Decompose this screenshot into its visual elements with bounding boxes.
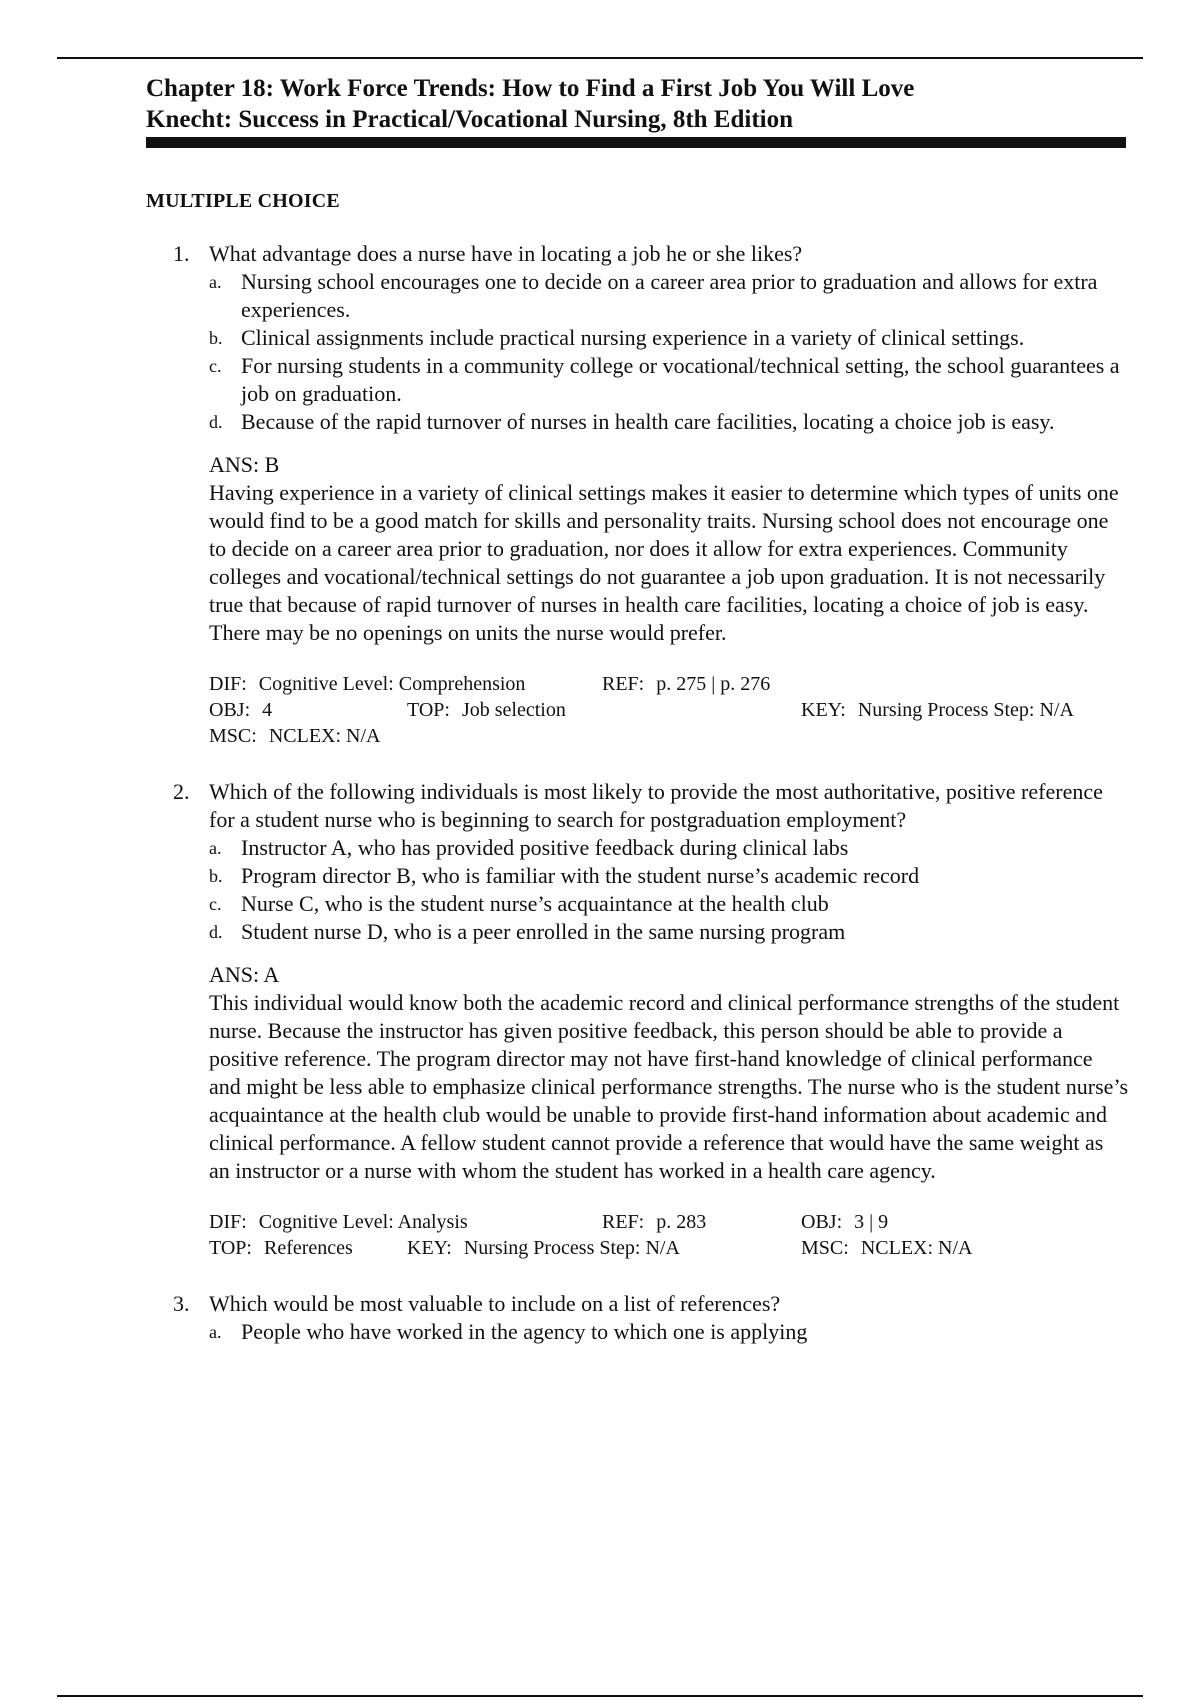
- option-text: People who have worked in the agency to which one is applying: [241, 1319, 808, 1344]
- key-label: KEY:: [407, 1237, 452, 1259]
- answer-options: [209, 834, 1126, 946]
- top-field: [209, 1235, 353, 1261]
- metadata-row: [209, 1209, 1126, 1235]
- option-text: Program director B, who is familiar with the student nurse’s academic record: [241, 863, 920, 888]
- obj-field: [209, 697, 272, 723]
- msc-value: NCLEX: N/A: [860, 1237, 973, 1259]
- top-label: TOP:: [209, 1237, 252, 1259]
- ref-value: p. 283: [656, 1211, 707, 1233]
- key-label: KEY:: [801, 699, 846, 721]
- question-number: 3.: [173, 1291, 190, 1316]
- option-a: [209, 1318, 1126, 1346]
- page-bottom-rule: [57, 1695, 1143, 1697]
- answer-key: ANS: B: [209, 452, 280, 477]
- title-underline-bar: [146, 137, 1126, 148]
- answer-rationale: This individual would know both the academic record and clinical performance strengths of the student nurse. Because the instructor has given positive feedback, this person should be able to provide a positive reference. The program director may not have first-hand knowledge of clinical performance and might be less able to emphasize clinical performance strengths. The nurse who is the student nurse’s acquaintance at the health club would be unable to provide first-hand information about academic and clinical performance. A fellow student cannot provide a reference that would have the same weight as an instructor or a nurse with whom the student has worked in a health care agency.: [209, 990, 1129, 1183]
- obj-label: OBJ:: [801, 1211, 843, 1233]
- option-d: [209, 408, 1126, 436]
- metadata-row: [209, 1235, 1126, 1261]
- ref-label: REF:: [602, 673, 645, 695]
- answer-options: [209, 1318, 1126, 1346]
- question-2: [146, 778, 1129, 1261]
- metadata-row: [209, 697, 1126, 723]
- dif-label: DIF:: [209, 1211, 247, 1233]
- question-metadata: [209, 1209, 1126, 1261]
- dif-value: Cognitive Level: Comprehension: [258, 673, 526, 695]
- dif-label: DIF:: [209, 673, 247, 695]
- option-a: [209, 834, 1126, 862]
- metadata-row: [209, 723, 1126, 749]
- question-metadata: [209, 671, 1126, 749]
- ref-label: REF:: [602, 1211, 645, 1233]
- option-a: [209, 268, 1126, 324]
- question-stem: Which would be most valuable to include on a list of references?: [209, 1291, 781, 1316]
- option-text: Because of the rapid turnover of nurses in health care facilities, locating a choice job is easy.: [241, 409, 1055, 434]
- msc-label: MSC:: [209, 725, 257, 747]
- key-field: [801, 697, 1074, 723]
- option-label: a.: [209, 1322, 222, 1342]
- key-value: Nursing Process Step: N/A: [463, 1237, 680, 1259]
- answer-options: [209, 268, 1126, 436]
- option-label: a.: [209, 272, 222, 292]
- top-label: TOP:: [407, 699, 450, 721]
- dif-field: [209, 1209, 468, 1235]
- top-field: [407, 697, 566, 723]
- question-stem: What advantage does a nurse have in locating a job he or she likes?: [209, 241, 803, 266]
- option-c: [209, 890, 1126, 918]
- document-header: [146, 73, 1126, 148]
- page-top-rule: [57, 57, 1143, 59]
- option-text: Nursing school encourages one to decide on a career area prior to graduation and allows for extra experiences.: [241, 269, 1098, 322]
- key-value: Nursing Process Step: N/A: [857, 699, 1074, 721]
- metadata-row: [209, 671, 1126, 697]
- obj-field: [801, 1209, 888, 1235]
- answer-key: ANS: A: [209, 962, 280, 987]
- answer-rationale: Having experience in a variety of clinical settings makes it easier to determine which types of units one would find to be a good match for skills and personality traits. Nursing school does not encourage one to decide on a career area prior to graduation, nor does it allow for extra experiences. Community colleges and vocational/technical settings do not guarantee a job upon graduation. It is not necessarily true that because of rapid turnover of nurses in health care facilities, locating a choice of job is easy. There may be no openings on units the nurse would prefer.: [209, 480, 1119, 645]
- document-body: [146, 73, 1129, 1346]
- option-label: d.: [209, 412, 223, 432]
- ref-field: [602, 671, 770, 697]
- option-d: [209, 918, 1126, 946]
- section-title: MULTIPLE CHOICE: [146, 190, 340, 212]
- ref-field: [602, 1209, 706, 1235]
- obj-value: 3 | 9: [854, 1211, 889, 1233]
- option-label: b.: [209, 866, 223, 886]
- chapter-title: Chapter 18: Work Force Trends: How to Find a First Job You Will Love: [146, 75, 915, 102]
- obj-value: 4: [262, 699, 273, 721]
- question-3: [146, 1290, 1126, 1346]
- option-label: a.: [209, 838, 222, 858]
- book-title: Knecht: Success in Practical/Vocational Nursing, 8th Edition: [146, 106, 794, 133]
- option-text: Clinical assignments include practical nursing experience in a variety of clinical settings.: [241, 325, 1025, 350]
- obj-label: OBJ:: [209, 699, 251, 721]
- key-field: [407, 1235, 680, 1261]
- option-text: Nurse C, who is the student nurse’s acquaintance at the health club: [241, 891, 829, 916]
- msc-field: [801, 1235, 972, 1261]
- dif-value: Cognitive Level: Analysis: [258, 1211, 468, 1233]
- option-text: Instructor A, who has provided positive feedback during clinical labs: [241, 835, 849, 860]
- option-label: c.: [209, 356, 222, 376]
- msc-label: MSC:: [801, 1237, 849, 1259]
- option-b: [209, 862, 1126, 890]
- question-number: 1.: [173, 241, 190, 266]
- option-label: b.: [209, 328, 223, 348]
- option-text: Student nurse D, who is a peer enrolled in the same nursing program: [241, 919, 846, 944]
- option-label: c.: [209, 894, 222, 914]
- top-value: References: [263, 1237, 353, 1259]
- option-text: For nursing students in a community college or vocational/technical setting, the school guarantees a job on graduation.: [241, 353, 1120, 406]
- question-1: [146, 240, 1126, 749]
- dif-field: [209, 671, 525, 697]
- question-number: 2.: [173, 779, 190, 804]
- option-b: [209, 324, 1126, 352]
- msc-value: NCLEX: N/A: [268, 725, 381, 747]
- option-label: d.: [209, 922, 223, 942]
- option-c: [209, 352, 1126, 408]
- ref-value: p. 275 | p. 276: [656, 673, 771, 695]
- msc-field: [209, 723, 380, 749]
- question-stem: Which of the following individuals is most likely to provide the most authoritative, positive reference for a student nurse who is beginning to search for postgraduation employment?: [209, 779, 1103, 832]
- top-value: Job selection: [461, 699, 566, 721]
